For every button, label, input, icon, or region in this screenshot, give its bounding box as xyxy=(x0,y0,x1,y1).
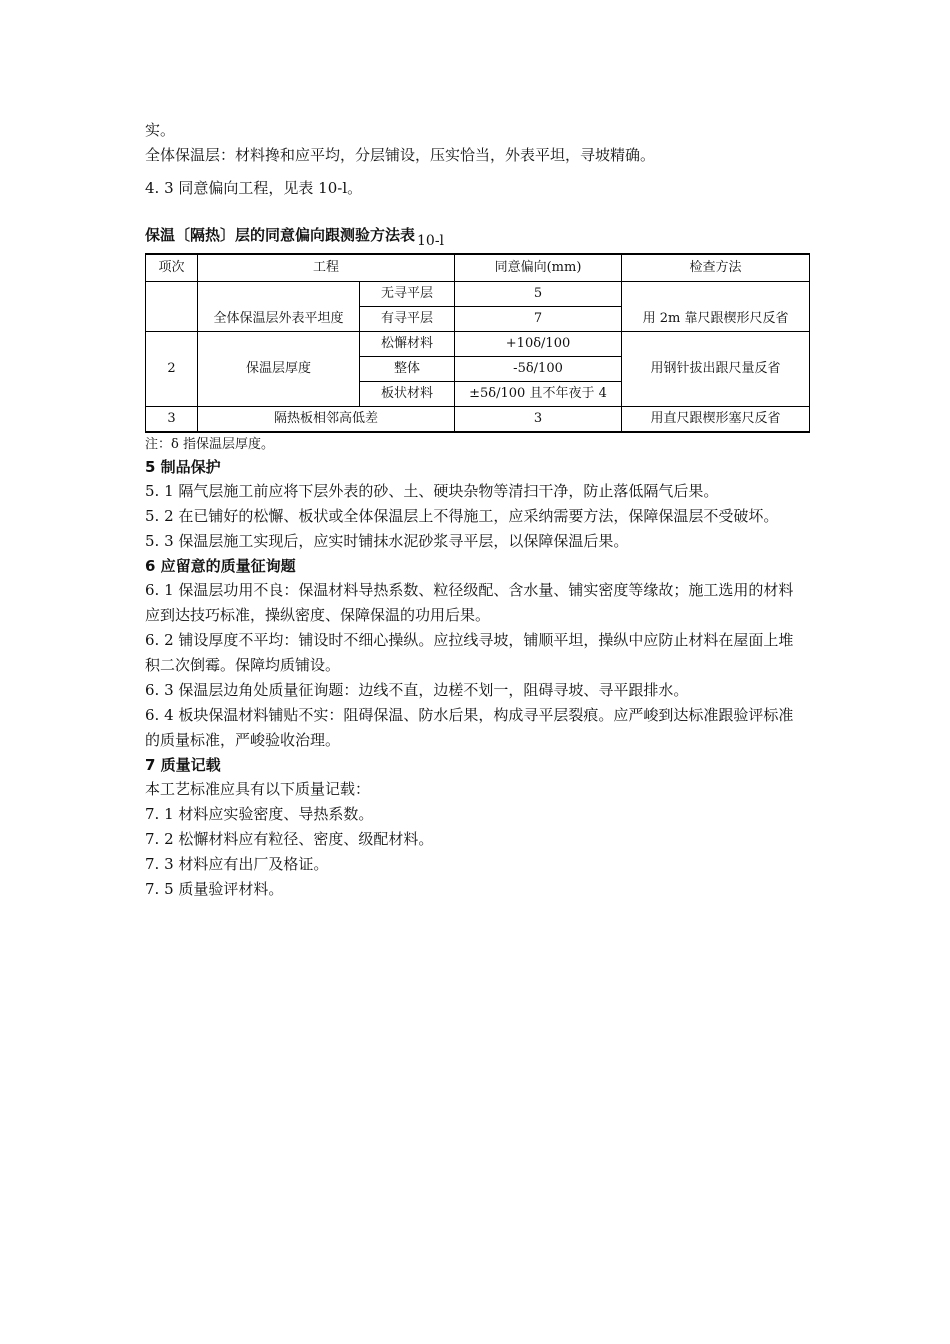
document-body xyxy=(145,118,807,902)
table-number: 10-l xyxy=(417,233,445,249)
value-cell: 5 xyxy=(455,282,622,307)
section-heading: 7 质量记载 xyxy=(145,756,221,774)
header-cell: 工程 xyxy=(198,254,455,282)
paragraph: 5. 3 保温层施工实现后，应实时铺抹水泥砂浆寻平层，以保障保温后果。 xyxy=(145,532,629,550)
paragraph: 全体保温层：材料搀和应平均，分层铺设，压实恰当，外表平坦，寻坡精确。 xyxy=(145,146,656,164)
header-cell: 同意偏向(mm) xyxy=(455,254,622,282)
value-cell: -5δ/100 xyxy=(455,357,622,382)
sub-item-cell: 整体 xyxy=(360,357,455,382)
section-heading: 5 制品保护 xyxy=(145,458,221,476)
sub-item-cell: 板状材料 xyxy=(360,382,455,407)
paragraph: 5. 2 在已铺好的松懈、板状或全体保温层上不得施工，应采纳需要方法，保障保温层不受破坏。 xyxy=(145,507,779,525)
header-cell: 检查方法 xyxy=(622,254,810,282)
header-cell: 项次 xyxy=(146,254,198,282)
table-note: 注：δ 指保温层厚度。 xyxy=(145,437,274,452)
paragraph: 7. 3 材料应有出厂及格证。 xyxy=(145,855,329,873)
table-title-row xyxy=(145,224,807,247)
index-cell: 2 xyxy=(146,332,198,407)
sub-item-cell: 松懈材料 xyxy=(360,332,455,357)
value-cell: 3 xyxy=(455,407,622,433)
tolerance-table xyxy=(145,253,810,433)
item-cell: 全体保温层外表平坦度 xyxy=(198,282,360,332)
paragraph: 本工艺标准应具有以下质量记载： xyxy=(145,780,371,798)
value-cell: ±5δ/100 且不年夜于 4 xyxy=(455,382,622,407)
value-cell: +10δ/100 xyxy=(455,332,622,357)
paragraph: 6. 2 铺设厚度不平均：铺设时不细心操纵。应拉线寻坡，铺顺平坦，操纵中应防止材料在屋面上堆积二次倒霉。保障均质铺设。 xyxy=(145,631,794,674)
sub-item-cell: 有寻平层 xyxy=(360,307,455,332)
paragraph: 实。 xyxy=(145,121,176,139)
table-row xyxy=(146,407,810,433)
sub-item-cell: 无寻平层 xyxy=(360,282,455,307)
paragraph-section-4-3: 4. 3 同意偏向工程，见表 10-l。 xyxy=(145,179,363,197)
method-cell: 用直尺跟楔形塞尺反省 xyxy=(622,407,810,433)
method-cell: 用 2m 靠尺跟楔形尺反省 xyxy=(622,282,810,332)
paragraph: 5. 1 隔气层施工前应将下层外表的砂、土、硬块杂物等清扫干净，防止落低隔气后果。 xyxy=(145,482,719,500)
section-heading: 6 应留意的质量征询题 xyxy=(145,557,296,575)
item-cell: 隔热板相邻高低差 xyxy=(198,407,455,433)
paragraph: 7. 5 质量验评材料。 xyxy=(145,880,284,898)
table-header-row xyxy=(146,254,810,282)
value-cell: 7 xyxy=(455,307,622,332)
item-cell: 保温层厚度 xyxy=(198,332,360,407)
method-cell: 用钢针拔出跟尺量反省 xyxy=(622,332,810,407)
paragraph: 7. 2 松懈材料应有粒径、密度、级配材料。 xyxy=(145,830,434,848)
index-cell: 3 xyxy=(146,407,198,433)
index-cell xyxy=(146,282,198,332)
paragraph: 6. 4 板块保温材料铺贴不实：阻碍保温、防水后果，构成寻平层裂痕。应严峻到达标准跟验评标准的质量标准，严峻验收治理。 xyxy=(145,706,794,749)
table-title: 保温〔隔热〕层的同意偏向跟测验方法表 xyxy=(145,226,416,244)
paragraph: 7. 1 材料应实验密度、导热系数。 xyxy=(145,805,374,823)
table-row xyxy=(146,282,810,307)
paragraph: 6. 3 保温层边角处质量征询题：边线不直，边槎不划一，阻碍寻坡、寻平跟排水。 xyxy=(145,681,689,699)
paragraph: 6. 1 保温层功用不良：保温材料导热系数、粒径级配、含水量、铺实密度等缘故；施工选用的材料应到达技巧标准，操纵密度、保障保温的功用后果。 xyxy=(145,581,794,624)
table-row xyxy=(146,332,810,357)
